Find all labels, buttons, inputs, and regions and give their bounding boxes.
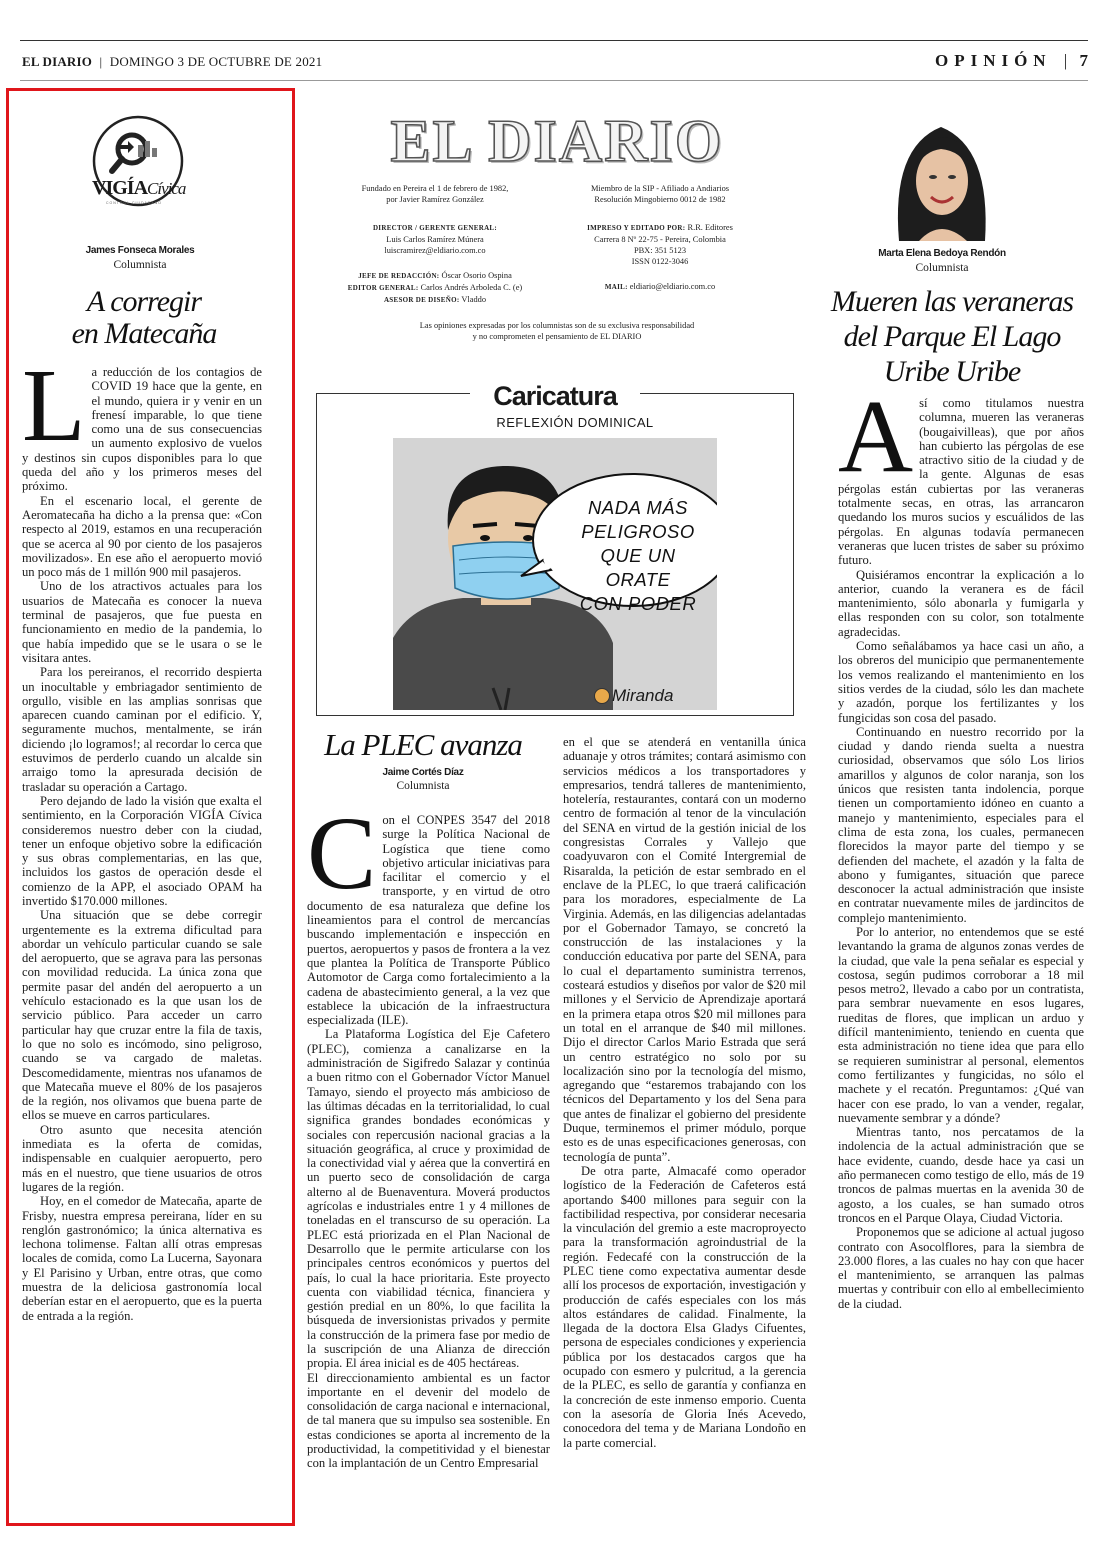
editor-name: Carlos Andrés Arboleda C. (e) <box>420 283 523 292</box>
center-author-role: Columnista <box>396 780 450 792</box>
bubble-line-1: NADA MÁS <box>588 497 688 518</box>
header-date: DOMINGO 3 DE OCTUBRE DE 2021 <box>109 54 323 69</box>
left-paragraph-6: Una situación que se debe corregir urgentemente es la extrema dificultad para abordar un vehículo particular cuando se sale del aeropuerto, que se agrava para las personas con movilidad reducida. La única zona que permite pasar del andén del aeropuerto a un vehículo estacionado es la que usan los de servicio público. Para acceder un carro particular hay que cruzar entre la fila de taxis, lo que no solo es incómodo, sino peligroso, cuando se va cargado de maletas. Descomedidamente, mientras nos ufanamos de que Matecaña mueve el 80% de los pasajeros de la región, nos olivamos que buena parte de ellos se mueve en carros particulares. <box>22 908 262 1123</box>
editor-label: EDITOR GENERAL: <box>347 284 419 292</box>
masthead-staff <box>330 270 540 306</box>
masthead-director <box>330 222 540 256</box>
header-section: OPINIÓN <box>934 51 1052 70</box>
masthead-disclaimer <box>318 320 796 342</box>
right-headline-line-1: Mueren las veraneras <box>830 285 1074 318</box>
right-headline <box>822 284 1082 389</box>
magnifier-logo-icon <box>82 115 194 215</box>
center-col2-paragraph-2: De otra parte, Almacafé como operador logístico de la Federación de Cafeteros está aportando $400 millones para seguir con la factibilidad respectiva, por considerar necesaria la vinculación del gremio a este macroproyecto para la transformación agroindustrial de la región. Fedecafé con la construcción de la PLEC tiene como expectativa aumentar desde allí los procesos de exportación, investigación y producción de cafés especiales con los más altos estándares de calidad. Finalmente, la llegada de la doctora Elsa Gladys Cifuentes, persona de especiales condiciones y experiencia pública por los destacados cargos que ha ocupado con esmero y pulcritud, a la gerencia de la PLEC, es sello de garantía y confianza en la concreción de este inmenso emporio. Cuenta con la asesoría de Gloria Inés Acevedo, conocedora del tema y de Mariana Londoño en la parte comercial. <box>563 1163 806 1450</box>
left-headline-line-2: en Matecaña <box>71 317 217 350</box>
bubble-line-4: CON PODER <box>579 593 697 614</box>
header-separator-right: | <box>1063 51 1068 70</box>
right-author: Marta Elena Bedoya Rendón <box>878 248 1006 259</box>
header-right <box>935 51 1088 71</box>
signature-text: Miranda <box>612 686 674 705</box>
right-headline-line-2: del Parque El Lago <box>843 320 1061 353</box>
logo-tagline: CONTROL CIUDADANO <box>106 201 162 205</box>
right-paragraph-5: Por lo anterior, no entendemos que se esté levantando la grama de algunos zonas verdes de la ciudad, que vale la pena señalar es especial y costosa, según pudimos corroborar a 18 mil pesos metro2, llevado a cabo por un contratista, para sembrar nuevamente en esos lugares, rueditas de flores, que implican un arduo y difícil mantenimiento, teniendo en cuenta que esta administración no tiene idea que para ello se requieren suministrar al personal, elementos como fertilizantes y fungicidas, no sólo el machete y el recatón. Preguntamos: ¿Qué van hacer con ese prado, lo van a vender, regalar, nuevamente sembrar y a dónde? <box>838 924 1084 1125</box>
right-paragraph-6: Mientras tanto, nos percatamos de la indolencia de la actual administración que se hace evidente, cuando, desde hace ya casi un año permanecen como testigo de ello, más de 19 troncos de palmas muertas en la avenida 30 de agosto, a los cuales, se han sumado otros troncos en el Parque Olaya, Ciudad Victoria. <box>838 1125 1084 1225</box>
bubble-line-2: PELIGROSO <box>581 521 695 542</box>
header-left <box>22 54 322 70</box>
chief-name: Óscar Osorio Ospina <box>441 271 512 280</box>
printer-address: Carrera 8 Nº 22-75 - Pereira, Colombia <box>594 235 726 244</box>
author-portrait-icon <box>891 117 993 241</box>
printer-issn: ISSN 0122-3046 <box>631 257 689 266</box>
center-col2-paragraph-1: en el que se atenderá en ventanilla única aduanaje y otros trámites; contará asimismo con servicios médicos a los transportadores y empresarios, tendrá talleres de mantenimiento, hotelería, restaurantes, contará con un moderno centro de formación al tenor de la vinculación del SENA en virtud de la gestión inicial de los congresistas Corrales y Vallejo que coadyuvaron con el Comité Intergremial de Risaralda, la petición de estar sembrado en el enclave de la PLEC, lo que traerá calificación para los moradores, especialmente de La Virginia. Además, en las diligencias adelantadas por el Gobernador Tamayo, se concretó la construcción de las instalaciones y la conducción educativa por parte del SENA, para lo cual el departamento suministra terrenos, costeará estudios y diseños por valor de $20 mil millones y el Servicio de Aprendizaje aportará en la primera etapa otros $20 mil millones para un total en el arranque de $40 mil millones. Dijo el director Carlos Mario Estrada que será un centro estratégico no solo por su localización sino por la tecnología del mismo, agregando que “estaremos trabajando con los técnicos del Departamento y los del Sena para que antes de finalizar el gobierno del presidente Duque, terminemos el primer módulo, porque esto es de unas especificaciones generosas, con tecnología de punta”. <box>563 735 806 1164</box>
left-paragraph-2: En el escenario local, el gerente de Aeromatecaña ha dicho a la prensa que: «Con respecto al 2019, estamos en una recuperación que se acerca al 90 por ciento de los pasajeros movilizados». En ese año el aeropuerto movió un poco más de 1 millón 900 mil pasajeros. <box>22 493 262 580</box>
right-author-role: Columnista <box>915 262 969 274</box>
right-paragraph-3: Como señalábamos ya hace casi un año, a los obreros del municipio que permanentemente los vemos realizando el mantenimiento en los sitios verdes de la ciudad, sólo les dan machete y azadón, porque los fertilizantes y los fungicidas son cosa del pasado. <box>838 639 1084 725</box>
mail-address: eldiario@eldiario.com.co <box>629 282 716 291</box>
masthead-printer <box>555 222 765 267</box>
center-article-col2 <box>563 735 806 1450</box>
masthead-founded <box>330 183 540 205</box>
left-author-role: Columnista <box>113 259 167 271</box>
center-col1-paragraph-2: La Plataforma Logística del Eje Cafetero (PLEC), comienza a canalizarse en la administración de Sigifredo Salazar y continúa a buen ritmo con el Gobernador Víctor Manuel Tamayo, siendo el proyecto más ambicioso de las últimas décadas en la territorialidad, lo cual significa grandes bondades económicas y sociales con repercusión nacional gracias a la situación geográfica, al cruce y proximidad de la conectividad vial y aérea que la convertirá en un puerto seco de consolidación de carga alterno al de Buenaventura. Moverá productos agrícolas e industriales entre 1 y 4 millones de toneladas en el transcurso de su operación. La PLEC está priorizada en el Plan Nacional de Desarrollo que le permite articularse con los principales centros económicos y puertos del país, lo cual la hace prioritaria. Este proyecto cuenta con viabilidad técnica, financiera y gestión predial en un 80%, lo que facilita la búsqueda de inversionistas privados y permite la construcción de la primera fase por medio de la suscripción de una Alianza de dirección propia. El área inicial es de 405 hectáreas. <box>307 1027 550 1371</box>
cartoonist-signature <box>594 684 673 708</box>
masthead-member <box>555 183 765 205</box>
right-paragraph-7: Proponemos que se adicione al actual jugoso contrato con Asocolflores, para la siembra de 23.000 flores, a las cuales no hay con que hacer el mantenimiento, se arranquen las palmas muertas y contribuir con ello al embellecimiento de la ciudad. <box>838 1225 1084 1311</box>
author-photo <box>891 117 993 241</box>
center-headline: La PLEC avanza <box>324 727 522 762</box>
cartoon-title: Caricatura <box>470 381 640 411</box>
page-number: 7 <box>1079 51 1088 70</box>
left-headline <box>20 286 268 350</box>
director-name: Luis Carlos Ramírez Múnera <box>386 235 484 244</box>
printed-label: IMPRESO Y EDITADO POR: <box>587 224 686 232</box>
left-author: James Fonseca Morales <box>85 245 195 256</box>
left-paragraph-5: Pero dejando de lado la visión que exalta el sentimiento, en la Corporación VIGÍA Cívica consideremos nuestro deber con la ciudad, tener un enfoque objetivo sobre la edificación y sus obras complementarias, en las que, incluidos los gastos de operación desde el comienzo de la APP, el asociado OPAM ha invertido $170.000 millones. <box>22 793 262 908</box>
director-email: luiscramirez@eldiario.com.co <box>384 246 486 255</box>
center-article-col1 <box>307 796 550 1471</box>
right-headline-line-3: Uribe Uribe <box>883 355 1021 388</box>
header-rule-bottom <box>20 80 1088 81</box>
header-rule <box>20 40 1088 41</box>
logo-text <box>92 177 185 200</box>
center-col1-paragraph-1: on el CONPES 3547 del 2018 surge la Política Nacional de Logística que tiene como objetivo articular iniciativas para facilitar el comercio y el transporte, y en virtud de otro documento de esa naturaleza que define los lineamientos para el control de mercancías buscando implementación e inspección en puertos, aeropuertos y pasos de frontera a la vez que plantea la Política de Transporte Público Automotor de Carga como fortalecimiento a la cadena de abastecimiento general, a la vez que establece la ubicación de la infraestructura especializada (ILE). <box>307 813 550 1028</box>
header-separator: | <box>99 54 103 69</box>
left-paragraph-8: Hoy, en el comedor de Matecaña, aparte de Frisby, nuestra empresa pereirana, líder en su renglón gastronómico; la única alternativa es lechona tolimense. Faltan allí otras empresas locales de comida, como La Lucerna, Sayonara y El Parisino y Urban, entre otras, que como muestra de la deliciosa gastronomía local deberían estar en el aeropuerto, que es la puerta de entrada a la región. <box>22 1194 262 1323</box>
right-paragraph-4: Continuando en nuestro recorrido por la ciudad y dando rienda suelta a nuestra curiosidad, observamos que sólo Los lirios amarillos y algunos de color naranja, son los únicos que resisten tanta indolencia, porque tienen un comportamiento idóneo en cuanto a manejo y mantenimiento, especiales para el clima de esta zona, los cuales, permanecen florecidos la mayor parte del tiempo y se defienden del machete, el azadón y la falta de abono y fumigantes, situación que parece desconocer la actual administración que insiste en contratar nuevamente miles de jardincitos de complejo mantenimiento. <box>838 724 1084 925</box>
masthead-logo: EL DIARIO <box>390 108 724 174</box>
center-col1-paragraph-3: El direccionamiento ambiental es un factor importante en el devenir del modelo de consolidación de carga nacional e internacional, de tal manera que su impulso sea sostenible. En estas condiciones se aporta al incremento de la productividad, la competitividad y el bienestar con la implantación de un Centro Empresarial <box>307 1370 550 1471</box>
printer-pbx: PBX: 351 5123 <box>633 246 687 255</box>
design-label: ASESOR DE DISEÑO: <box>383 296 460 304</box>
left-paragraph-4: Para los pereiranos, el recorrido despierta un inocultable y embriagador sentimiento de orgullo, visible en las amplias sonrisas que aparecen cuando caminan por el edificio. Y, seguramente muchos, mentalmente, se irán diciendo ¡lo logramos!; al recordar lo cerca que estuvimos de perderlo cuando un alcalde sin arraigo tomo la apresurada decisión de trasladar su operación a Cartago. <box>22 665 262 794</box>
member-line-2: Resolución Mingobierno 0012 de 1982 <box>594 195 726 204</box>
logo-text-sub: Cívica <box>147 179 186 198</box>
center-author: Jaime Cortés Díaz <box>382 767 464 778</box>
header-paper: EL DIARIO <box>22 54 93 69</box>
right-dropcap: A <box>838 379 914 494</box>
left-paragraph-1: a reducción de los contagios de COVID 19 hace que la gente, en el mundo, quiera ir y venir en un frenesí imparable, lo que tiene como una de sus consecuencias un aumento explosivo de vuelos y destinos sin cupos disponibles para lo que queda del año y los primeros meses del próximo. <box>22 365 262 494</box>
left-paragraph-3: Uno de los atractivos actuales para los usuarios de Matecaña es conocer la nueva terminal de pasajeros, que fue puesta en funcionamiento en medio de la pandemia, lo que había impedido que se le usara o se le visitara antes. <box>22 579 262 665</box>
right-paragraph-2: Quisiéramos encontrar la explicación a lo anterior, cuando la veranera es de fácil mantenimiento, sólo abonarla y fumigarla y ellas responden con su color, son totalmente agradecidas. <box>838 567 1084 639</box>
right-article-body <box>838 379 1084 1311</box>
mail-label: MAIL: <box>604 283 628 291</box>
left-paragraph-7: Otro asunto que necesita atención inmediata es la oferta de comidas, indispensable en cualquier aeropuerto, pero más en el nuestro, que tiene usuarios de otros lugares de la región. <box>22 1122 262 1194</box>
bubble-line-3: QUE UN ORATE <box>600 545 676 590</box>
cartoon-subtitle: REFLEXIÓN DOMINICAL <box>496 415 654 430</box>
vigia-civica-logo <box>82 115 194 215</box>
center-dropcap: C <box>307 796 377 911</box>
printed-by: R.R. Editores <box>687 223 733 232</box>
logo-text-main: VIGÍA <box>92 177 148 199</box>
right-paragraph-1: sí como titulamos nuestra columna, mueren las veraneras (bougaivilleas), que por años han cubierto las pérgolas de ese atractivo sitio de la ciudad y de la gente. Algunas de esas pérgolas están cubiertas por las veraneras totalmente secas, en otras, las arrancaron quedando los muros sucios y escuálidos de las pérgolas. En algunas todavía permanecen veraneras que lucen tristes de saber su próximo futuro. <box>838 396 1084 568</box>
member-line-1: Miembro de la SIP - Afiliado a Andiarios <box>590 184 730 193</box>
left-dropcap: L <box>22 348 86 463</box>
disclaimer-line-1: Las opiniones expresadas por los columnistas son de su exclusiva responsabilidad <box>419 321 695 330</box>
chief-label: JEFE DE REDACCIÓN: <box>358 272 440 280</box>
signature-face-icon <box>594 688 610 704</box>
design-name: Vladdo <box>461 295 487 304</box>
founded-line-1: Fundado en Pereira el 1 de febrero de 1982, <box>361 184 509 193</box>
director-label: DIRECTOR / GERENTE GENERAL: <box>372 224 498 232</box>
left-headline-line-1: A corregir <box>86 285 202 318</box>
left-article-body <box>22 348 262 1323</box>
disclaimer-line-2: y no comprometen el pensamiento de EL DIARIO <box>472 332 642 341</box>
masthead-mail <box>555 281 765 293</box>
founded-line-2: por Javier Ramírez González <box>386 195 484 204</box>
speech-bubble-text <box>566 496 710 616</box>
